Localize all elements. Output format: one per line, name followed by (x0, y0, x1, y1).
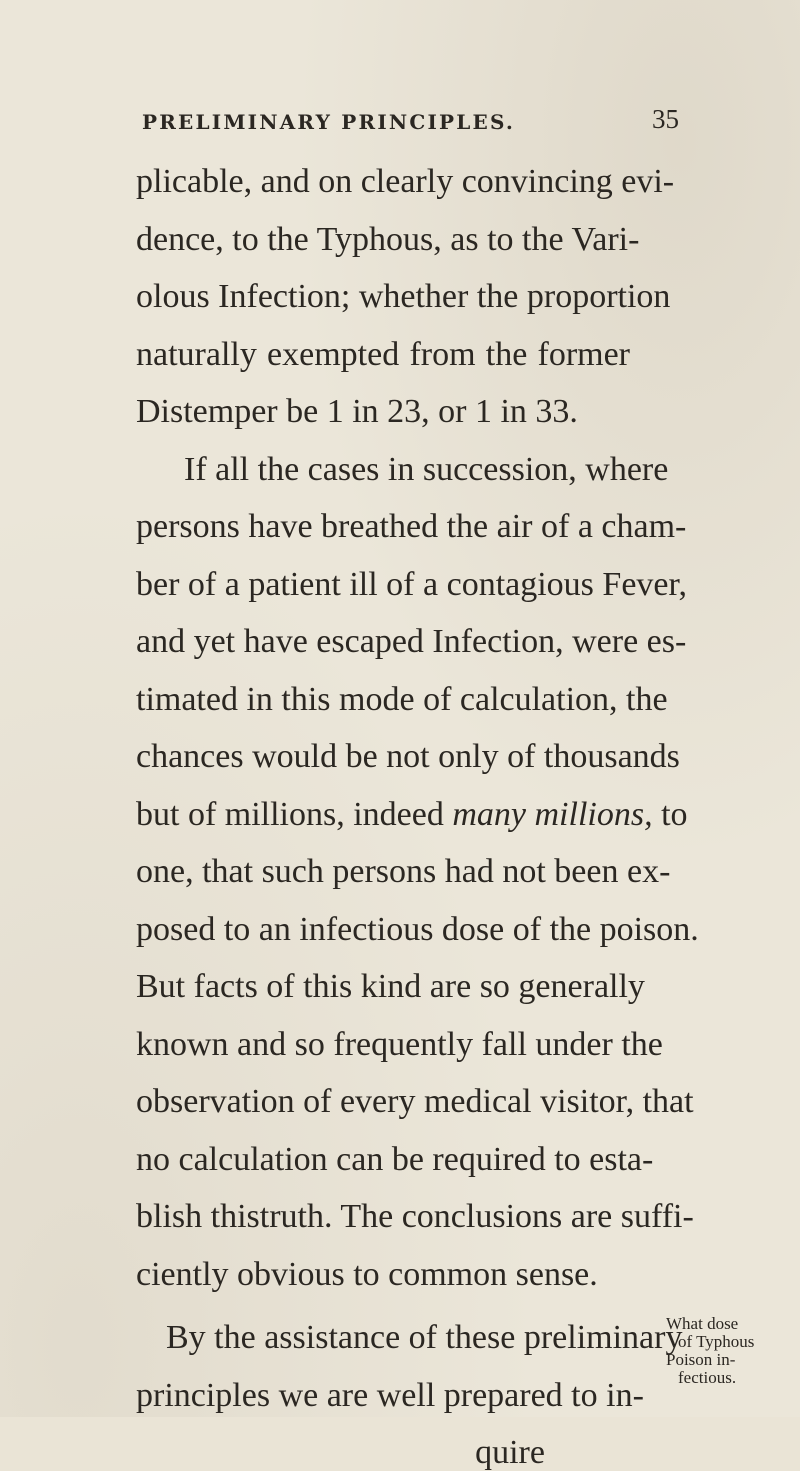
text-line: plicable, and on clearly convincing evi- (136, 163, 675, 200)
margin-note (666, 1315, 790, 1387)
margin-note-line: of Typhous (678, 1332, 755, 1351)
italic-emphasis: many millions, (452, 795, 653, 833)
text-line: posed to an infectious dose of the poison. (136, 910, 699, 948)
text-line-mixed (136, 795, 688, 833)
text-line: blish thistruth. The conclusions are suffi- (136, 1198, 694, 1235)
text-line: quire (475, 1434, 545, 1471)
margin-note-line: Poison in- (666, 1350, 736, 1369)
running-header: PRELIMINARY PRINCIPLES. (142, 110, 516, 134)
text-line: timated in this mode of calculation, the (136, 680, 668, 718)
margin-note-line: fectious. (678, 1368, 737, 1387)
text-line: ber of a patient ill of a contagious Fever, (136, 565, 687, 603)
text-line: persons have breathed the air of a cham- (136, 508, 687, 545)
text-line: no calculation can be required to esta- (136, 1140, 654, 1178)
text-segment: to (661, 795, 688, 833)
text-line: By the assistance of these preliminary (166, 1319, 683, 1356)
text-line: Distemper be 1 in 23, or 1 in 33. (136, 393, 578, 430)
text-line: and yet have escaped Infection, were es- (136, 623, 687, 660)
text-line: If all the cases in succession, where (184, 450, 669, 488)
text-line: dence, to the Typhous, as to the Vari- (136, 220, 640, 258)
text-line: one, that such persons had not been ex- (136, 853, 671, 890)
text-line: olous Infection; whether the proportion (136, 278, 671, 315)
text-segment: but of millions, indeed (136, 795, 444, 833)
text-line: ciently obvious to common sense. (136, 1255, 598, 1293)
text-line: known and so frequently fall under the (136, 1025, 663, 1063)
text-line: observation of every medical visitor, that (136, 1083, 694, 1120)
text-line: But facts of this kind are so generally (136, 968, 645, 1005)
margin-note-line: What dose (666, 1314, 739, 1333)
text-line: principles we are well prepared to in- (136, 1376, 644, 1414)
page-number: 35 (652, 104, 679, 134)
text-line: chances would be not only of thousands (136, 738, 680, 775)
text-line: naturally exempted from the former (136, 335, 630, 373)
